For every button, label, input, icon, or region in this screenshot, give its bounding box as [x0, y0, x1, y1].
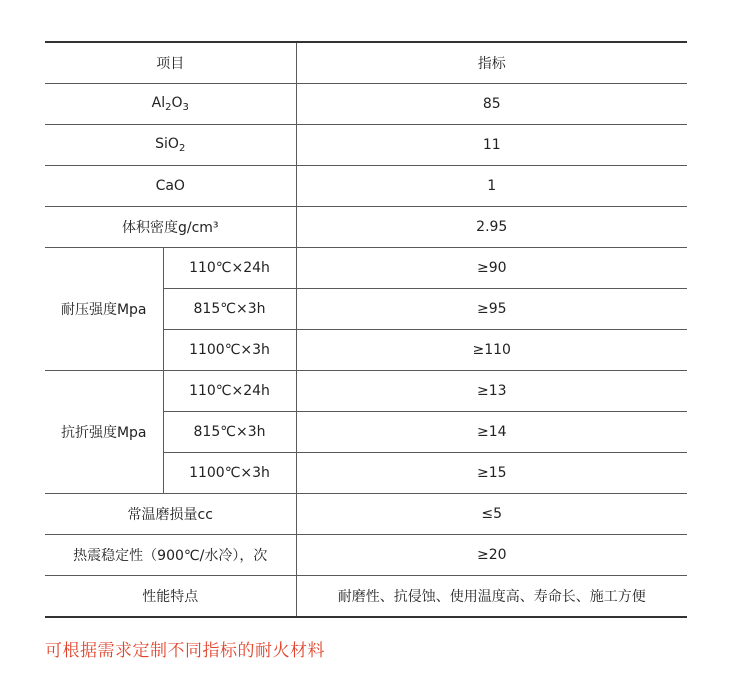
value-cell: ≥90	[296, 248, 687, 289]
row-label-al2o3: $Al_2O_3$	[45, 84, 296, 125]
value-cell: ≥95	[296, 289, 687, 330]
table-row	[45, 576, 687, 618]
row-label-cao: CaO	[45, 166, 296, 207]
condition-cell: 110℃×24h	[163, 371, 296, 412]
table-row	[45, 166, 687, 207]
row-value-features: 耐磨性、抗侵蚀、使用温度高、寿命长、施工方便	[296, 576, 687, 618]
row-label-sio2: SiO$_2$	[45, 125, 296, 166]
table-row	[45, 125, 687, 166]
row-value-sio2: 11	[296, 125, 687, 166]
condition-cell: 815℃×3h	[163, 412, 296, 453]
table-row	[45, 494, 687, 535]
row-value-density: 2.95	[296, 207, 687, 248]
condition-cell: 1100℃×3h	[163, 330, 296, 371]
row-label-thermal-shock: 热震稳定性（900℃/水冷），次	[45, 535, 296, 576]
value-cell: ≥14	[296, 412, 687, 453]
row-label-compressive: 耐压强度Mpa	[45, 248, 163, 371]
table-row	[45, 84, 687, 125]
row-value-al2o3: 85	[296, 84, 687, 125]
value-cell: ≥15	[296, 453, 687, 494]
row-label-features: 性能特点	[45, 576, 296, 618]
row-label-flexural: 抗折强度Mpa	[45, 371, 163, 494]
row-label-density: 体积密度g/cm³	[45, 207, 296, 248]
row-value-abrasion: ≤5	[296, 494, 687, 535]
header-spec: 指标	[296, 42, 687, 84]
row-value-cao: 1	[296, 166, 687, 207]
header-item: 项目	[45, 42, 296, 84]
condition-cell: 110℃×24h	[163, 248, 296, 289]
table-row	[45, 248, 687, 289]
row-value-thermal-shock: ≥20	[296, 535, 687, 576]
table-header-row	[45, 42, 687, 84]
row-label-abrasion: 常温磨损量cc	[45, 494, 296, 535]
table-row	[45, 371, 687, 412]
value-cell: ≥110	[296, 330, 687, 371]
condition-cell: 1100℃×3h	[163, 453, 296, 494]
value-cell: ≥13	[296, 371, 687, 412]
condition-cell: 815℃×3h	[163, 289, 296, 330]
spec-table	[45, 41, 687, 618]
custom-note: 可根据需求定制不同指标的耐火材料	[45, 641, 325, 661]
table-row	[45, 535, 687, 576]
table-row	[45, 207, 687, 248]
